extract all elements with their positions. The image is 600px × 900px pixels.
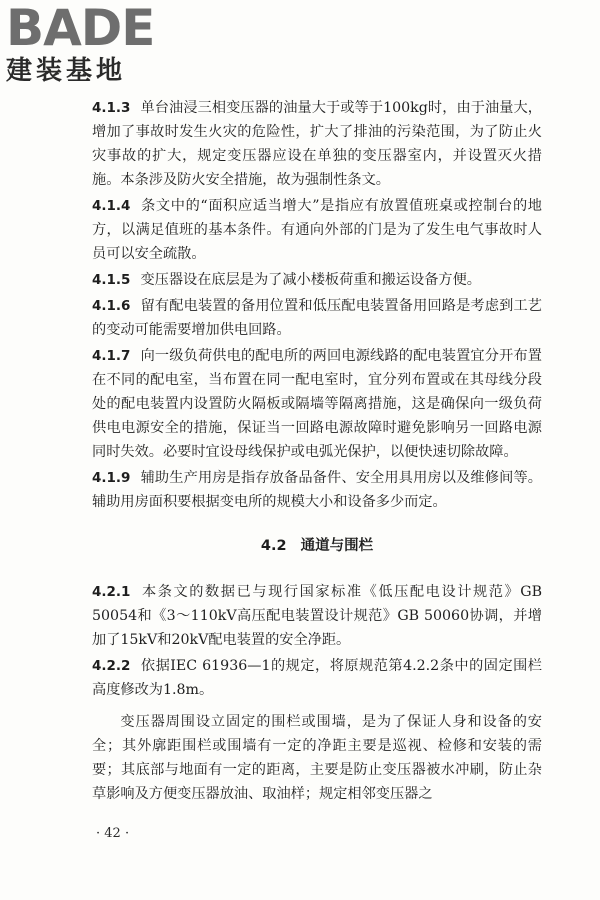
clause-number: 4.1.3 xyxy=(92,100,131,116)
clause-text: 条文中的“面积应适当增大”是指应有放置值班桌或控制台的地方，以满足值班的基本条件。有通向外部的门是为了发生电气事故时人员可以安全疏散。 xyxy=(92,198,542,262)
clause-number: 4.2.1 xyxy=(92,584,131,600)
clause-4-1-4 xyxy=(92,194,542,266)
section-title-text: 通道与围栏 xyxy=(300,538,374,554)
clause-text: 向一级负荷供电的配电所的两回电源线路的配电装置宜分开布置在不同的配电室，当布置在同一配电室时，宜分列布置或在其母线分段处的配电装置内设置防火隔板或隔墙等隔离措施，这是确保向一级负荷供电电源安全的措施，保证当一回路电源故障时避免影响另一回路电源同时失效。必要时宜设母线保护或电弧光保护，以便快速切除故障。 xyxy=(92,348,542,460)
clause-number: 4.1.5 xyxy=(92,272,131,288)
clause-4-2-1 xyxy=(92,580,542,652)
clause-4-1-7 xyxy=(92,344,542,464)
clause-4-1-3 xyxy=(92,96,542,192)
clause-text: 变压器设在底层是为了减小楼板荷重和搬运设备方便。 xyxy=(140,272,481,288)
clause-number: 4.1.4 xyxy=(92,198,131,214)
clause-number: 4.1.7 xyxy=(92,348,131,364)
section-number: 4.2 xyxy=(260,538,287,554)
clause-number: 4.1.9 xyxy=(92,470,131,486)
clause-text: 单台油浸三相变压器的油量大于或等于100kg时，由于油量大，增加了事故时发生火灾的危险性，扩大了排油的污染范围，为了防止火灾事故的扩大，规定变压器应设在单独的变压器室内，并设置灭火措施。本条涉及防火安全措施，故为强制性条文。 xyxy=(92,100,542,188)
logo-subtitle: 建装基地 xyxy=(6,56,127,86)
clause-number: 4.2.2 xyxy=(92,658,131,674)
bade-logo xyxy=(6,2,176,86)
logo-mark: BADE xyxy=(6,0,155,57)
closing-paragraph: 变压器周围设立固定的围栏或围墙，是为了保证人身和设备的安全；其外廓距围栏或围墙有一定的净距主要是巡视、检修和安装的需要；其底部与地面有一定的距离，主要是防止变压器被水冲刷，防止杂草影响及方便变压器放油、取油样；规定相邻变压器之 xyxy=(92,714,542,802)
document-body xyxy=(92,96,542,806)
clause-4-1-5 xyxy=(92,268,542,292)
clause-4-2-2 xyxy=(92,654,542,702)
clause-text: 本条文的数据已与现行国家标准《低压配电设计规范》GB 50054和《3～110kV高压配电装置设计规范》GB 50060协调，并增加了15kV和20kV配电装置的安全净距。 xyxy=(92,584,542,648)
clause-text: 留有配电装置的备用位置和低压配电装置备用回路是考虑到工艺的变动可能需要增加供电回路。 xyxy=(92,298,542,338)
clause-4-1-6 xyxy=(92,294,542,342)
clause-4-1-9 xyxy=(92,466,542,514)
page-number: · 42 · xyxy=(96,826,130,841)
clause-text: 辅助生产用房是指存放备品备件、安全用具用房以及维修间等。辅助用房面积要根据变电所的规模大小和设备多少而定。 xyxy=(92,470,542,510)
clause-number: 4.1.6 xyxy=(92,298,131,314)
section-heading xyxy=(92,534,542,558)
clause-text: 依据IEC 61936—1的规定，将原规范第4.2.2条中的固定围栏高度修改为1.8m。 xyxy=(92,658,542,698)
